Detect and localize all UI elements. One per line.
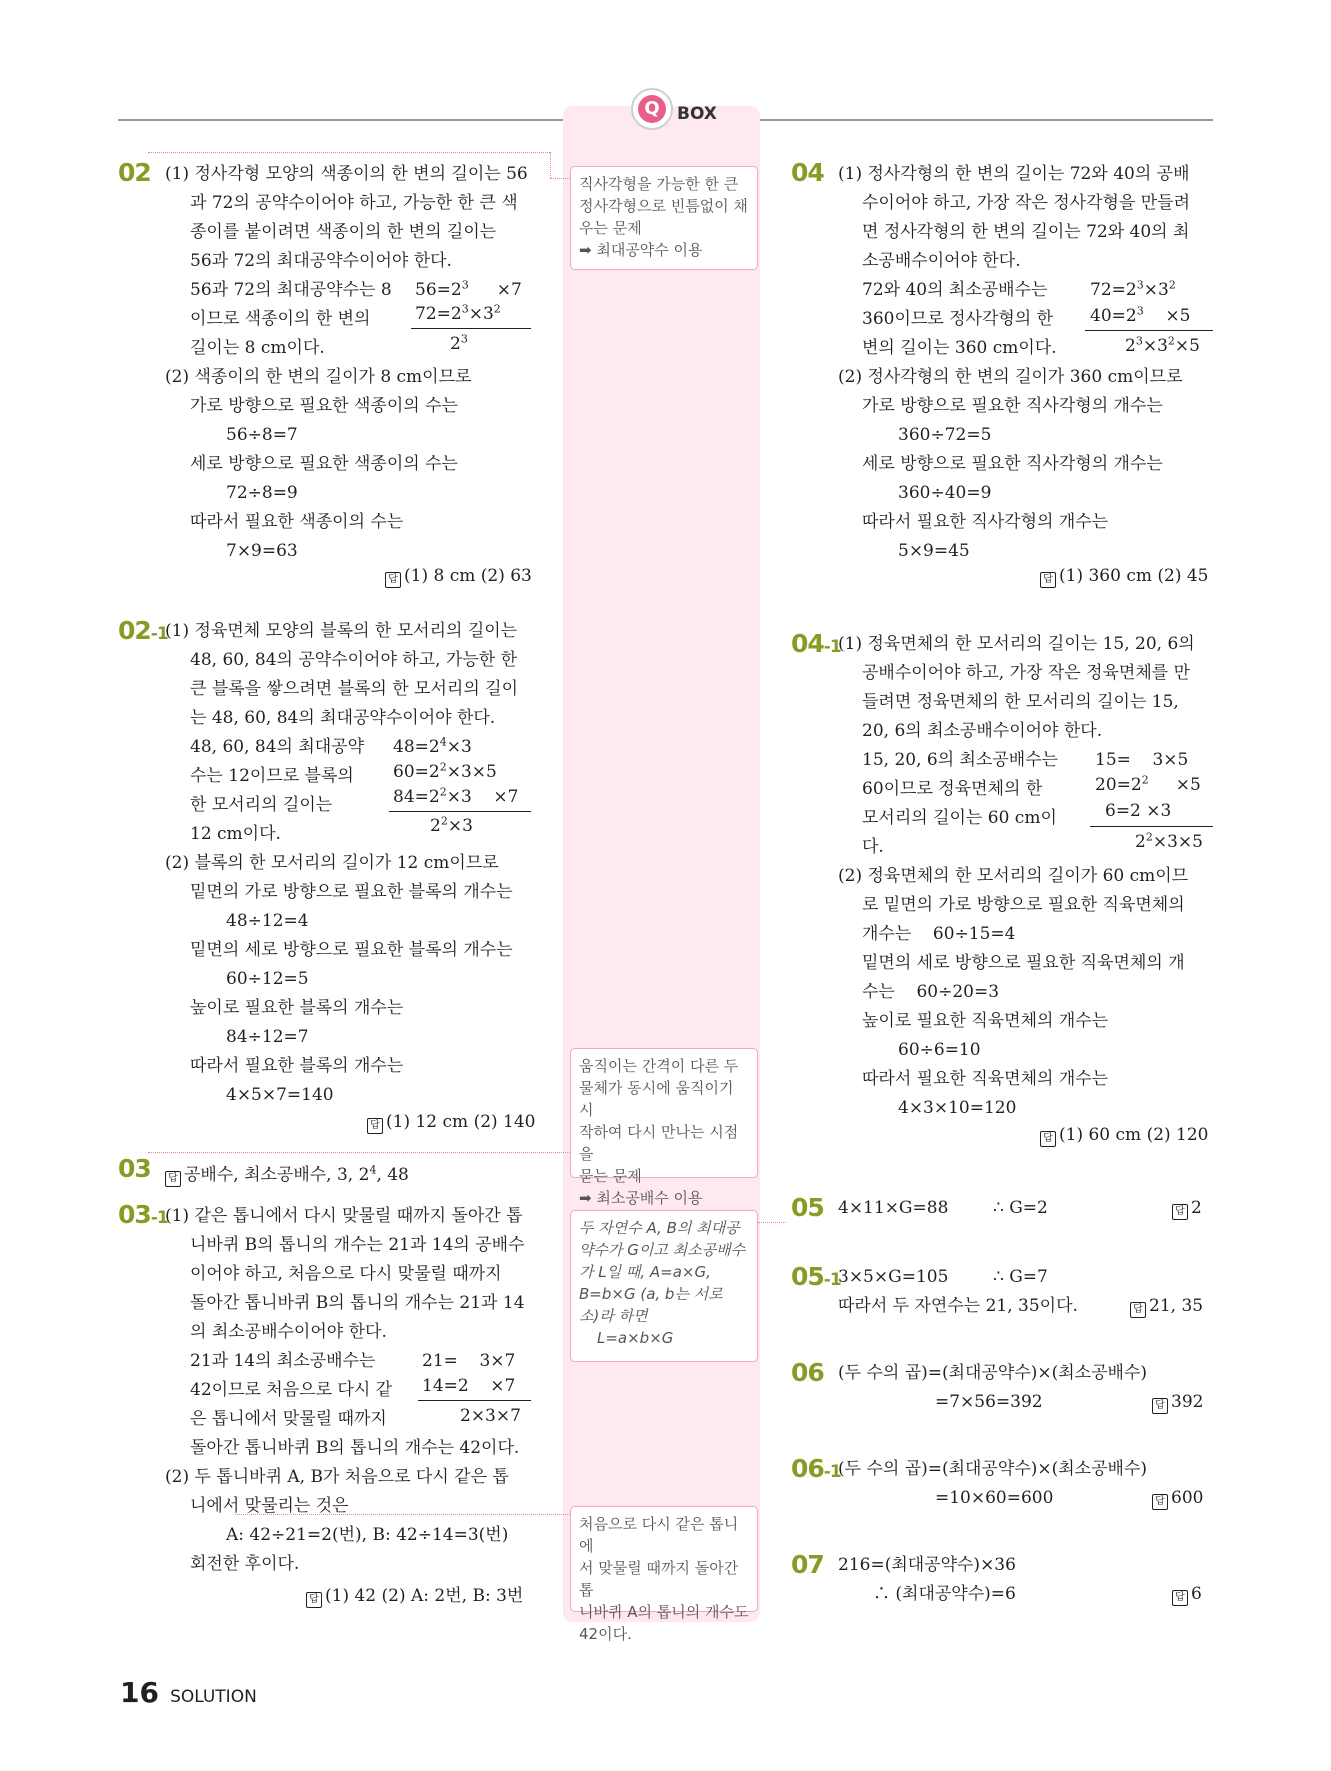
text-line: 길이는 8 cm이다. (190, 338, 325, 358)
problem-number-02: 02 (118, 158, 151, 187)
problem-number-02-1 (118, 616, 168, 645)
division-line (1090, 826, 1213, 827)
q-letter: Q (638, 95, 666, 123)
text-line: 48, 60, 84의 공약수이어야 하고, 가능한 한 (190, 650, 518, 670)
answer-icon: 답 (306, 1592, 322, 1608)
calc-text: ×3×5 (446, 762, 497, 782)
problem-number-03-1 (118, 1200, 168, 1229)
text-line: 이어야 하고, 처음으로 다시 맞물릴 때까지 (190, 1264, 502, 1284)
note-line: B=b×G (a, b는 서로 (579, 1285, 723, 1303)
text-line: 로 밑면의 가로 방향으로 필요한 직육면체의 (862, 895, 1185, 915)
text-line: 밑면의 세로 방향으로 필요한 블록의 개수는 (190, 940, 513, 960)
text-line: (2) 정육면체의 한 모서리의 길이가 60 cm이므 (838, 866, 1189, 886)
exponent: 2 (1145, 830, 1153, 844)
answer-icon: 답 (1152, 1494, 1168, 1510)
text-line: 84÷12=7 (226, 1027, 309, 1047)
calc-text: 2 (430, 816, 441, 836)
answer (367, 1112, 536, 1134)
text-line: (1) 정사각형 모양의 색종이의 한 변의 길이는 56 (165, 164, 528, 184)
calc-text: 20=2 (1095, 775, 1142, 795)
text-line: 따라서 두 자연수는 21, 35이다. (838, 1296, 1078, 1316)
answer-text: 공배수, 최소공배수, 3, 2 (184, 1165, 370, 1185)
division-line (418, 1400, 531, 1401)
qbox-note-3 (570, 1210, 758, 1362)
calc-text: ×3 (1142, 336, 1168, 356)
text-line: (2) 두 톱니바퀴 A, B가 처음으로 다시 같은 톱 (165, 1467, 509, 1487)
calc-text: ×3 (446, 737, 472, 757)
answer-text: (1) 360 cm (2) 45 (1059, 566, 1209, 586)
text-line: (두 수의 곱)=(최대공약수)×(최소공배수) (838, 1459, 1147, 1479)
text-line: (1) 정육면체의 한 모서리의 길이는 15, 20, 6의 (838, 634, 1195, 654)
num-sub: -1 (823, 1462, 841, 1482)
note-line: 42이다. (579, 1625, 632, 1643)
note-line: 우는 문제 (579, 219, 642, 237)
exponent: 2 (439, 785, 447, 799)
text-line: 72와 40의 최소공배수는 (862, 280, 1048, 300)
problem-number-06-1 (791, 1454, 841, 1483)
text-line: =7×56=392 (935, 1392, 1043, 1412)
text-line: 48÷12=4 (226, 911, 309, 931)
answer (1172, 1198, 1202, 1220)
text-line: 21과 14의 최소공배수는 (190, 1351, 376, 1371)
calc-text: 72=2 (415, 304, 462, 324)
text-line: 밑면의 세로 방향으로 필요한 직육면체의 개 (862, 953, 1185, 973)
answer-icon: 답 (1130, 1302, 1146, 1318)
problem-number-06: 06 (791, 1358, 824, 1387)
text-line: (1) 정육면체 모양의 블록의 한 모서리의 길이는 (165, 621, 518, 641)
answer-text: (1) 42 (2) A: 2번, B: 3번 (325, 1586, 524, 1606)
text-line: 5×9=45 (898, 541, 970, 561)
connector (758, 1222, 786, 1223)
qbox-note-2 (570, 1048, 758, 1207)
answer (1130, 1296, 1203, 1318)
answer-icon: 답 (1040, 572, 1056, 588)
exponent: 2 (440, 814, 448, 828)
text-line: 따라서 필요한 직육면체의 개수는 (862, 1069, 1109, 1089)
answer-text: (1) 12 cm (2) 140 (386, 1112, 536, 1132)
text-line: 72÷8=9 (226, 483, 298, 503)
text-line: 20, 6의 최소공배수이어야 한다. (862, 721, 1103, 741)
text-line: 360이므로 정사각형의 한 (862, 309, 1054, 329)
text-line: 은 톱니에서 맞물릴 때까지 (190, 1409, 387, 1429)
calc-line (450, 330, 468, 359)
connector (148, 152, 550, 153)
text-line: A: 42÷21=2(번), B: 42÷14=3(번) (226, 1525, 509, 1545)
note-line: 움직이는 간격이 다른 두 (579, 1057, 739, 1075)
text-line: 큰 블록을 쌓으려면 블록의 한 모서리의 길이 (190, 679, 519, 699)
text-line: 돌아간 톱니바퀴 B의 톱니의 개수는 42이다. (190, 1438, 520, 1458)
exponent: 3 (1135, 334, 1143, 348)
calc-line: 6=2 ×3 (1105, 801, 1172, 821)
num-main: 03 (118, 1200, 151, 1229)
text-line: 의 최소공배수이어야 한다. (190, 1322, 387, 1342)
calc-text: ×5 (1174, 336, 1200, 356)
problem-number-05: 05 (791, 1193, 824, 1222)
calc-line: 14=2 ×7 (422, 1376, 516, 1396)
answer (385, 566, 532, 588)
answer-text: 21, 35 (1149, 1296, 1204, 1316)
text-line: 56과 72의 최대공약수는 8 (190, 280, 392, 300)
text-line: 7×9=63 (226, 541, 298, 561)
exponent: 3 (1136, 304, 1144, 318)
text-line: 다. (862, 837, 884, 857)
calc-text: 84=2 (393, 787, 440, 807)
answer-text: 6 (1191, 1584, 1202, 1604)
calc-text: 56=2 (415, 280, 462, 300)
text-line: 360÷40=9 (898, 483, 992, 503)
text-line: 56÷8=7 (226, 425, 298, 445)
qbox-note-1 (570, 166, 758, 270)
text-line: 60÷6=10 (898, 1040, 981, 1060)
text-line: 돌아간 톱니바퀴 B의 톱니의 개수는 21과 14 (190, 1293, 525, 1313)
note-line: 소)라 하면 (579, 1307, 648, 1325)
text-line: 360÷72=5 (898, 425, 992, 445)
text-line: 공배수이어야 하고, 가장 작은 정육면체를 만 (862, 663, 1191, 683)
text-line: (1) 같은 톱니에서 다시 맞물릴 때까지 돌아간 톱 (165, 1206, 523, 1226)
division-line (411, 328, 531, 329)
exponent: 2 (1141, 773, 1149, 787)
calc-line (1135, 828, 1203, 857)
note-line: 두 자연수 A, B의 최대공 (579, 1219, 740, 1237)
answer (306, 1581, 523, 1608)
text-line: 48, 60, 84의 최대공약 (190, 737, 365, 757)
calc-line (1095, 771, 1201, 800)
num-main: 04 (791, 629, 824, 658)
problem-number-07: 07 (791, 1550, 824, 1579)
calc-line: 2×3×7 (460, 1406, 521, 1426)
text-line: 12 cm이다. (190, 824, 281, 844)
page-footer (120, 1676, 257, 1709)
connector (148, 1152, 570, 1153)
calc-line (1125, 332, 1200, 361)
text-line: 세로 방향으로 필요한 색종이의 수는 (190, 454, 458, 474)
exponent: 3 (1136, 278, 1144, 292)
note-line: 니바퀴 A의 톱니의 개수도 (579, 1603, 749, 1621)
calc-line (1090, 276, 1176, 305)
text-line: (2) 블록의 한 모서리의 길이가 12 cm이므로 (165, 853, 499, 873)
text-line: (1) 정사각형의 한 변의 길이는 72와 40의 공배 (838, 164, 1190, 184)
text-line: 과 72의 공약수이어야 하고, 가능한 한 큰 색 (190, 193, 518, 213)
exponent: 3 (461, 302, 469, 316)
num-sub: -1 (823, 637, 841, 657)
text-line: 모서리의 길이는 60 cm이 (862, 808, 1057, 828)
connector (550, 152, 551, 178)
connector (550, 178, 570, 179)
problem-number-04-1 (791, 629, 841, 658)
text-line: (2) 색종이의 한 변의 길이가 8 cm이므로 (165, 367, 472, 387)
calc-text: ×5 (1143, 306, 1191, 326)
text-line: 56과 72의 최대공약수이어야 한다. (190, 251, 452, 271)
answer-icon: 답 (165, 1171, 181, 1187)
answer-text: (1) 8 cm (2) 63 (404, 566, 532, 586)
division-line (1085, 330, 1213, 331)
qbox-label: BOX (677, 104, 717, 124)
calc-text: ×3 (468, 304, 494, 324)
calc-text: 60=2 (393, 762, 440, 782)
calc-text: 2 (1135, 832, 1146, 852)
answer (1152, 1488, 1203, 1510)
note-line: 직사각형을 가능한 한 큰 (579, 175, 739, 193)
text-line: 개수는 60÷15=4 (862, 924, 1016, 944)
text-line: 15, 20, 6의 최소공배수는 (862, 750, 1059, 770)
answer-icon: 답 (1152, 1398, 1168, 1414)
answer-icon: 답 (1172, 1590, 1188, 1606)
note-line: 가 L일 때, A=a×G, (579, 1263, 711, 1281)
note-line: 처음으로 다시 같은 톱니에 (579, 1515, 739, 1555)
answer-icon: 답 (1172, 1204, 1188, 1220)
qbox-column (563, 106, 760, 1622)
text-line: 3×5×G=105 (838, 1267, 949, 1287)
note-line: 작하여 다시 만나는 시점을 (579, 1123, 739, 1163)
calc-line (1090, 302, 1190, 331)
text-line: 따라서 필요한 색종이의 수는 (190, 512, 404, 532)
answer (1172, 1584, 1202, 1606)
answer-icon: 답 (1040, 1131, 1056, 1147)
note-line: L=a×b×G (597, 1329, 674, 1347)
calc-line (415, 300, 501, 329)
answer (165, 1160, 409, 1187)
text-line: 세로 방향으로 필요한 직사각형의 개수는 (862, 454, 1163, 474)
num-sub: -1 (150, 624, 168, 644)
calc-text: ×7 (496, 280, 522, 300)
footer-label: SOLUTION (170, 1687, 257, 1707)
text-line: 4×11×G=88 (838, 1198, 949, 1218)
calc-text: 40=2 (1090, 306, 1137, 326)
calc-text: 48=2 (393, 737, 440, 757)
text-line: ∴ G=2 (993, 1198, 1048, 1218)
text-line: 수는 12이므로 블록의 (190, 766, 354, 786)
answer-text: , 48 (376, 1165, 409, 1185)
calc-line (430, 812, 473, 841)
calc-text: ×5 (1148, 775, 1201, 795)
calc-text: 72=2 (1090, 280, 1137, 300)
num-main: 06 (791, 1454, 824, 1483)
exponent: 2 (439, 760, 447, 774)
exponent: 3 (461, 278, 469, 292)
text-line: 가로 방향으로 필요한 색종이의 수는 (190, 396, 458, 416)
problem-number-04: 04 (791, 158, 824, 187)
calc-text: ×3 ×7 (446, 787, 519, 807)
num-main: 02 (118, 616, 151, 645)
text-line: 60이므로 정육면체의 한 (862, 779, 1043, 799)
note-line: 물체가 동시에 움직이기 시 (579, 1079, 734, 1119)
problem-number-03: 03 (118, 1154, 151, 1183)
answer (1152, 1392, 1203, 1414)
num-main: 05 (791, 1262, 824, 1291)
text-line: 변의 길이는 360 cm이다. (862, 338, 1057, 358)
calc-text: ×3×5 (1152, 832, 1203, 852)
num-sub: -1 (823, 1270, 841, 1290)
header-rule-right (758, 119, 1213, 121)
note-line: 묻는 문제 (579, 1167, 642, 1185)
answer-icon: 답 (367, 1118, 383, 1134)
text-line: (두 수의 곱)=(최대공약수)×(최소공배수) (838, 1363, 1147, 1383)
exponent: 4 (369, 1163, 377, 1177)
exponent: 2 (493, 302, 501, 316)
text-line: =10×60=600 (935, 1488, 1054, 1508)
text-line: 216=(최대공약수)×36 (838, 1555, 1016, 1575)
note-line: 서 맞물릴 때까지 돌아간 톱 (579, 1559, 739, 1599)
problem-number-05-1 (791, 1262, 841, 1291)
text-line: 이므로 색종이의 한 변의 (190, 309, 371, 329)
qbox-logo (631, 88, 673, 130)
text-line: 밑면의 가로 방향으로 필요한 블록의 개수는 (190, 882, 513, 902)
note-line: ➡ 최소공배수 이용 (579, 1189, 703, 1207)
text-line: 4×5×7=140 (226, 1085, 334, 1105)
text-line: 한 모서리의 길이는 (190, 795, 333, 815)
text-line: 면 정사각형의 한 변의 길이는 72와 40의 최 (862, 222, 1190, 242)
exponent: 3 (460, 332, 468, 346)
answer-text: 2 (1191, 1198, 1202, 1218)
calc-line: 15= 3×5 (1095, 750, 1189, 770)
text-line: ∴ G=7 (993, 1267, 1048, 1287)
text-line: (2) 정사각형의 한 변의 길이가 360 cm이므로 (838, 367, 1183, 387)
text-line: 들려면 정육면체의 한 모서리의 길이는 15, (862, 692, 1179, 712)
answer-text: 600 (1171, 1488, 1204, 1508)
text-line: 종이를 붙이려면 색종이의 한 변의 길이는 (190, 222, 497, 242)
answer (1040, 1125, 1209, 1147)
text-line: 니바퀴 B의 톱니의 개수는 21과 14의 공배수 (190, 1235, 525, 1255)
text-line: 니에서 맞물리는 것은 (190, 1496, 349, 1516)
num-sub: -1 (150, 1208, 168, 1228)
exponent: 2 (1167, 334, 1175, 348)
text-line: 60÷12=5 (226, 969, 309, 989)
calc-line: 21= 3×7 (422, 1351, 516, 1371)
calc-text: 2 (450, 334, 461, 354)
calc-text: ×3 (447, 816, 473, 836)
note-line: 약수가 G이고 최소공배수 (579, 1241, 746, 1259)
text-line: 4×3×10=120 (898, 1098, 1017, 1118)
note-line: ➡ 최대공약수 이용 (579, 241, 703, 259)
text-line: 회전한 후이다. (190, 1554, 300, 1574)
answer-text: 392 (1171, 1392, 1204, 1412)
answer-icon: 답 (385, 572, 401, 588)
answer (1040, 566, 1209, 588)
calc-line (393, 783, 518, 812)
text-line: 가로 방향으로 필요한 직사각형의 개수는 (862, 396, 1163, 416)
text-line: 높이로 필요한 직육면체의 개수는 (862, 1011, 1109, 1031)
text-line: 높이로 필요한 블록의 개수는 (190, 998, 404, 1018)
text-line: 수이어야 하고, 가장 작은 정사각형을 만들려 (862, 193, 1191, 213)
text-line: 42이므로 처음으로 다시 같 (190, 1380, 393, 1400)
page-number: 16 (120, 1676, 159, 1709)
exponent: 2 (1168, 278, 1176, 292)
text-line: 따라서 필요한 블록의 개수는 (190, 1056, 404, 1076)
answer-text: (1) 60 cm (2) 120 (1059, 1125, 1209, 1145)
calc-text: ×3 (1143, 280, 1169, 300)
qbox-note-4 (570, 1506, 758, 1643)
text-line: 수는 60÷20=3 (862, 982, 1000, 1002)
exponent: 4 (439, 735, 447, 749)
header-rule-left (118, 119, 565, 121)
text-line: 따라서 필요한 직사각형의 개수는 (862, 512, 1109, 532)
text-line: 소공배수이어야 한다. (862, 251, 1021, 271)
text-line: ∴ (최대공약수)=6 (873, 1584, 1016, 1604)
text-line: 는 48, 60, 84의 최대공약수이어야 한다. (190, 708, 496, 728)
note-line: 정사각형으로 빈틈없이 채 (579, 197, 748, 215)
calc-text: 2 (1125, 336, 1136, 356)
